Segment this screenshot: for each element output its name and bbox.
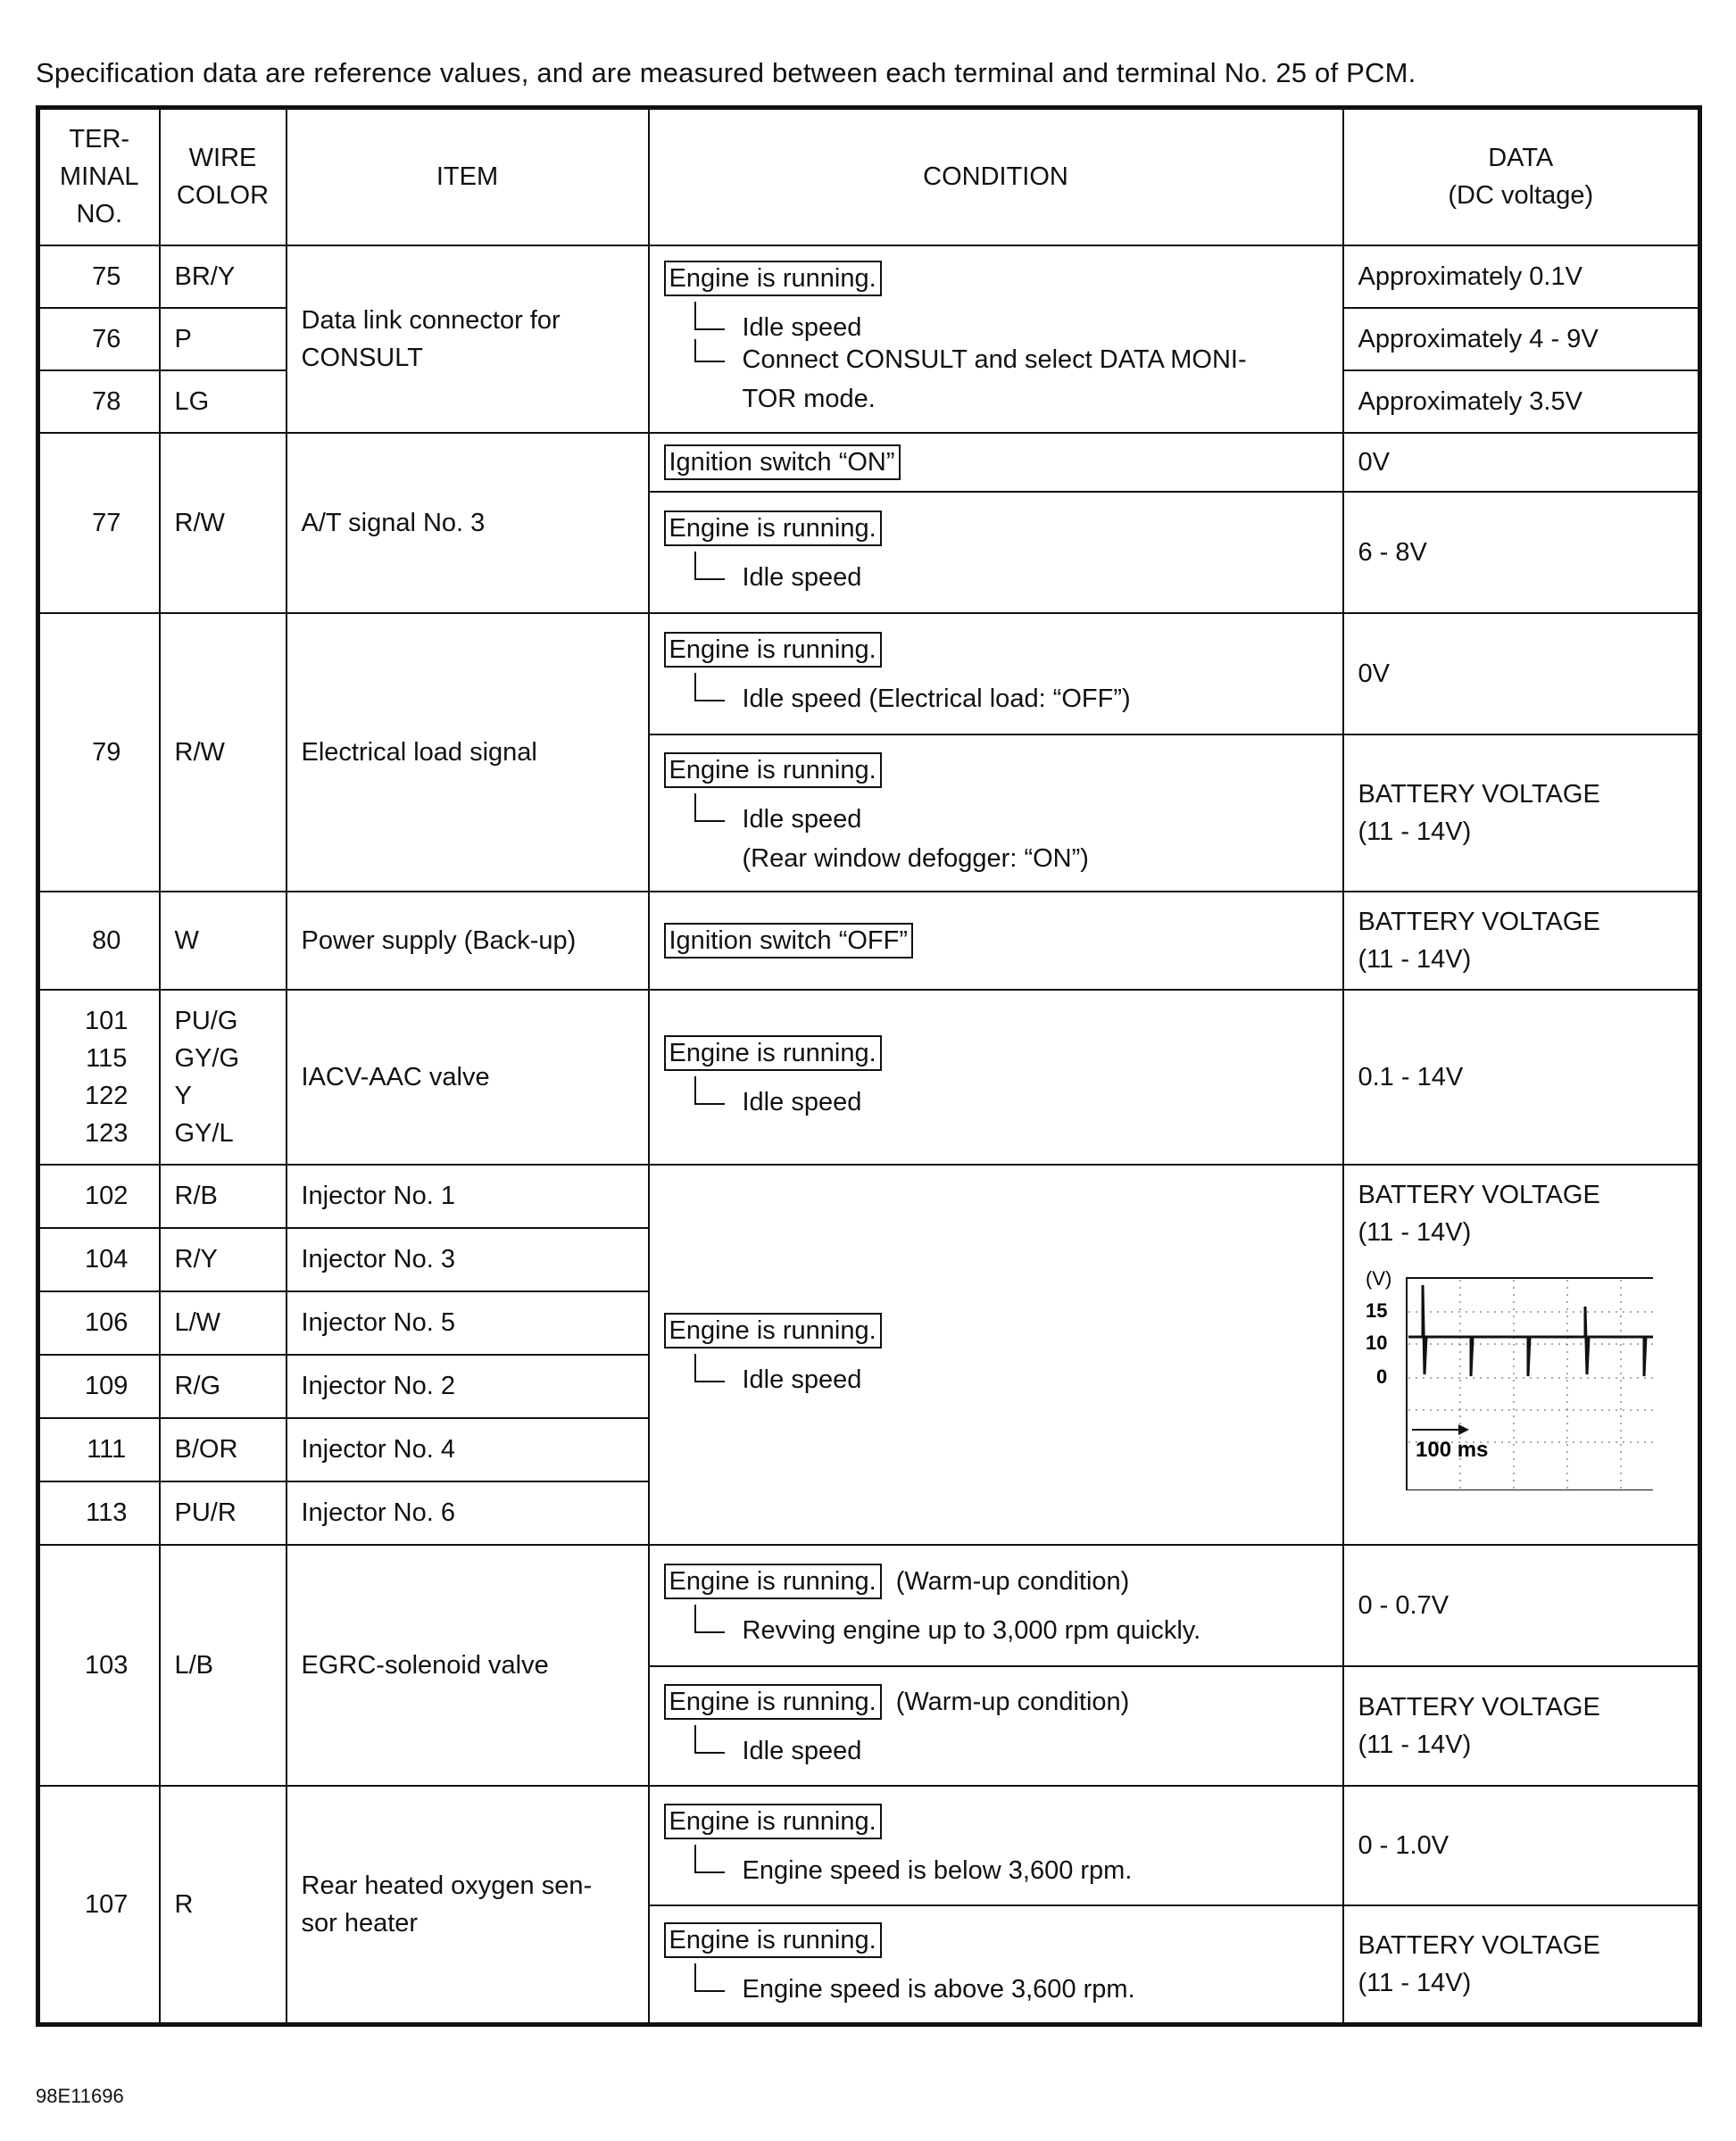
item-cell: Electrical load signal [287, 613, 649, 892]
header-row [38, 108, 1700, 245]
terminal-no: 101 115 122 123 [38, 990, 160, 1165]
condition-cell [649, 1545, 1343, 1666]
wire-color: R/B [160, 1165, 287, 1228]
header-condition: CONDITION [649, 108, 1343, 245]
terminal-spec-table [36, 105, 1702, 2027]
waveform-y15: 15 [1365, 1299, 1387, 1322]
terminal-no: 113 [38, 1481, 160, 1545]
condition-note: (Warm-up condition) [895, 1687, 1130, 1716]
condition-sub: Idle speed [664, 1361, 1342, 1398]
table-row [38, 433, 1700, 492]
condition-cell [649, 1165, 1343, 1545]
condition-sub: Idle speed (Electrical load: “OFF”) [664, 680, 1342, 718]
table-row [38, 245, 1700, 308]
data-value: 0V [1343, 613, 1700, 734]
data-value: Approximately 3.5V [1343, 370, 1700, 433]
table-row [38, 1786, 1700, 1905]
item-cell: Injector No. 2 [287, 1355, 649, 1418]
condition-sub: (Rear window defogger: “ON”) [742, 843, 1089, 873]
item-cell: Data link connector for CONSULT [287, 245, 649, 433]
condition-sub: Revving engine up to 3,000 rpm quickly. [664, 1612, 1342, 1649]
terminal-no: 109 [38, 1355, 160, 1418]
condition-sub: Idle speed [664, 309, 1342, 346]
terminal-no: 78 [38, 370, 160, 433]
waveform-trace [1408, 1285, 1653, 1376]
injector-waveform [1358, 1258, 1699, 1501]
terminal-no: 79 [38, 613, 160, 892]
wire-color: PU/G GY/G Y GY/L [160, 990, 287, 1165]
condition-box: Ignition switch “ON” [664, 444, 901, 480]
condition-cell [649, 1905, 1343, 2025]
condition-note: (Warm-up condition) [895, 1566, 1130, 1596]
terminal-no: 107 [38, 1786, 160, 2025]
data-value: 0 - 1.0V [1343, 1786, 1700, 1905]
condition-sub: Idle speed [664, 801, 1342, 838]
condition-sub: Engine speed is above 3,600 rpm. [664, 1971, 1342, 2008]
terminal-no: 77 [38, 433, 160, 613]
wire-color: LG [160, 370, 287, 433]
condition-box: Engine is running. [664, 1313, 882, 1348]
wire-color: W [160, 892, 287, 990]
condition-sub: Idle speed [664, 559, 1342, 596]
item-cell: Injector No. 1 [287, 1165, 649, 1228]
wire-color: P [160, 308, 287, 370]
condition-cell [649, 1666, 1343, 1786]
condition-box: Engine is running. [664, 1035, 882, 1071]
time-arrowhead [1458, 1424, 1469, 1435]
condition-sub: TOR mode. [742, 384, 876, 413]
header-terminal: TER- MINAL NO. [38, 108, 160, 245]
data-value: BATTERY VOLTAGE (11 - 14V) (V) 15 10 0 100 ms [1343, 1165, 1700, 1545]
data-value: 0 - 0.7V [1343, 1545, 1700, 1666]
wire-color: R/W [160, 613, 287, 892]
terminal-no: 75 [38, 245, 160, 308]
condition-box: Ignition switch “OFF” [664, 923, 914, 958]
condition-sub: Idle speed [664, 1732, 1342, 1770]
header-item: ITEM [287, 108, 649, 245]
table-row [38, 613, 1700, 734]
item-cell: Rear heated oxygen sen- sor heater [287, 1786, 649, 2025]
condition-box: Engine is running. [664, 510, 882, 546]
condition-box: Engine is running. [664, 752, 882, 788]
wire-color: R/Y [160, 1228, 287, 1291]
terminal-no: 102 [38, 1165, 160, 1228]
table-row [38, 892, 1700, 990]
terminal-no: 111 [38, 1418, 160, 1481]
condition-cell [649, 245, 1343, 433]
condition-box: Engine is running. [664, 1922, 882, 1958]
data-value: 0.1 - 14V [1343, 990, 1700, 1165]
condition-cell [649, 892, 1343, 990]
table-row [38, 1545, 1700, 1666]
condition-sub: Idle speed [664, 1083, 1342, 1121]
wire-color: R/W [160, 433, 287, 613]
condition-cell [649, 734, 1343, 892]
terminal-no: 80 [38, 892, 160, 990]
condition-cell [649, 492, 1343, 613]
terminal-no: 103 [38, 1545, 160, 1786]
data-value: BATTERY VOLTAGE (11 - 14V) [1343, 1905, 1700, 2025]
data-value: BATTERY VOLTAGE (11 - 14V) [1343, 892, 1700, 990]
data-value: 6 - 8V [1343, 492, 1700, 613]
header-wire-color: WIRE COLOR [160, 108, 287, 245]
table-row [38, 1165, 1700, 1228]
wire-color: BR/Y [160, 245, 287, 308]
header-data: DATA (DC voltage) [1343, 108, 1700, 245]
item-cell: EGRC-solenoid valve [287, 1545, 649, 1786]
item-cell: Injector No. 6 [287, 1481, 649, 1545]
data-value: BATTERY VOLTAGE (11 - 14V) [1343, 734, 1700, 892]
terminal-no: 104 [38, 1228, 160, 1291]
condition-cell [649, 990, 1343, 1165]
wire-color: L/W [160, 1291, 287, 1355]
waveform-graph [1358, 1258, 1653, 1490]
item-cell: Injector No. 3 [287, 1228, 649, 1291]
data-value: Approximately 0.1V [1343, 245, 1700, 308]
item-cell: Injector No. 5 [287, 1291, 649, 1355]
terminal-no: 76 [38, 308, 160, 370]
waveform-y0: 0 [1375, 1365, 1387, 1388]
item-cell: Power supply (Back-up) [287, 892, 649, 990]
condition-box: Engine is running. [664, 261, 882, 296]
table-row [38, 990, 1700, 1165]
data-value: BATTERY VOLTAGE (11 - 14V) [1343, 1666, 1700, 1786]
waveform-time: 100 ms [1415, 1437, 1488, 1462]
intro-note: Specification data are reference values, and are measured between each terminal and terminal No. 25 of PCM. [36, 57, 1416, 88]
condition-box: Engine is running. [664, 1804, 882, 1839]
condition-box: Engine is running. [664, 1684, 882, 1720]
wire-color: R [160, 1786, 287, 2025]
terminal-no: 106 [38, 1291, 160, 1355]
wire-color: R/G [160, 1355, 287, 1418]
item-cell: Injector No. 4 [287, 1418, 649, 1481]
waveform-unit: (V) [1365, 1266, 1391, 1290]
condition-box: Engine is running. [664, 632, 882, 668]
figure-code: 98E11696 [36, 2085, 124, 2107]
wire-color: PU/R [160, 1481, 287, 1545]
wire-color: L/B [160, 1545, 287, 1786]
condition-sub: Connect CONSULT and select DATA MONI- [664, 341, 1342, 378]
item-cell: A/T signal No. 3 [287, 433, 649, 613]
item-cell: IACV-AAC valve [287, 990, 649, 1165]
condition-cell [649, 1786, 1343, 1905]
condition-cell [649, 613, 1343, 734]
condition-box: Engine is running. [664, 1564, 882, 1599]
data-value: Approximately 4 - 9V [1343, 308, 1700, 370]
condition-sub: Engine speed is below 3,600 rpm. [664, 1852, 1342, 1889]
data-value: 0V [1343, 433, 1700, 492]
waveform-y10: 10 [1365, 1331, 1387, 1354]
wire-color: B/OR [160, 1418, 287, 1481]
condition-cell [649, 433, 1343, 492]
